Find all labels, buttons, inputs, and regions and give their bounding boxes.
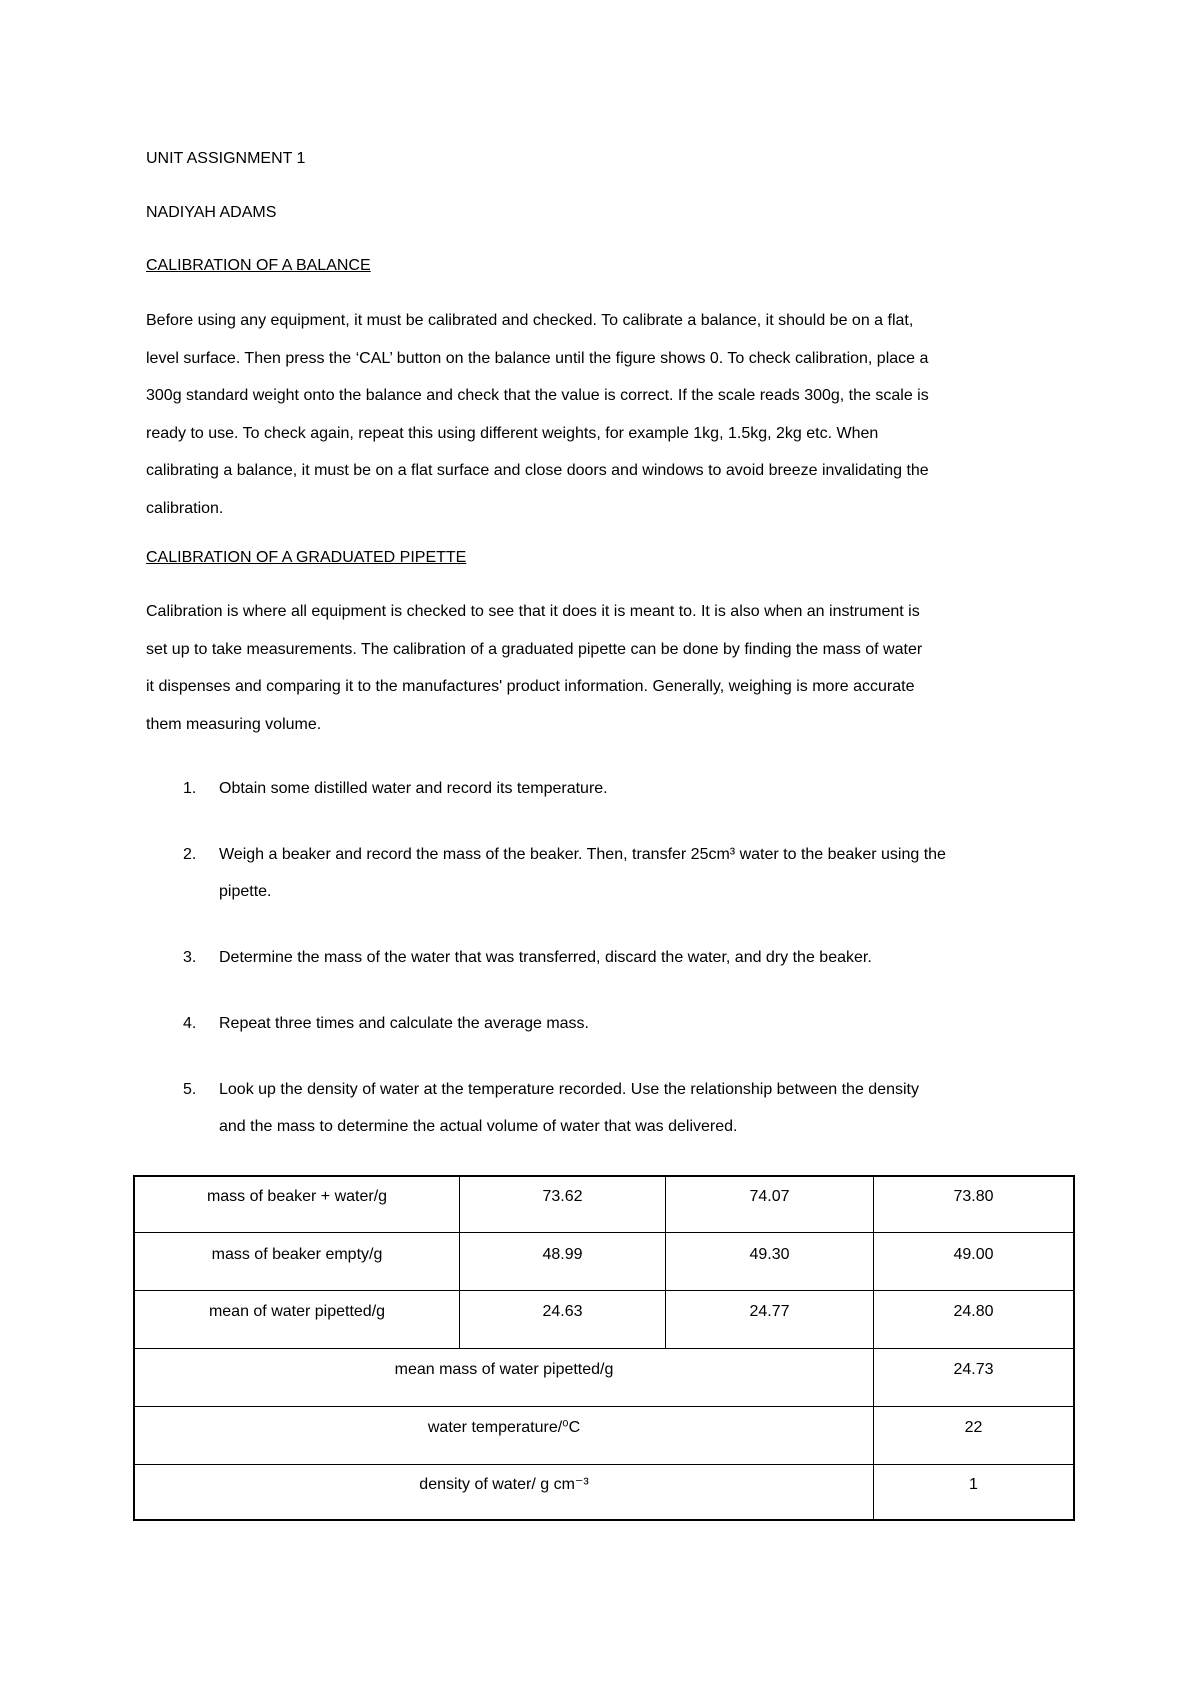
table-cell: 74.07 <box>749 1188 790 1205</box>
table-row-label: mass of beaker empty/g <box>211 1246 383 1263</box>
table-cell: 24.77 <box>749 1303 790 1320</box>
paragraph-balance <box>146 302 1066 527</box>
list-text: Obtain some distilled water and record its temperature. <box>219 780 608 797</box>
list-text: Look up the density of water at the temperature recorded. Use the relationship between the density <box>219 1081 919 1098</box>
list-item <box>146 1071 1076 1145</box>
paragraph-line: 300g standard weight onto the balance and check that the value is correct. If the scale reads 300g, the scale is <box>146 387 929 404</box>
table-border <box>133 1175 1075 1177</box>
summary-value: 22 <box>964 1419 983 1436</box>
paragraph-line: calibration. <box>146 499 224 517</box>
list-text: pipette. <box>219 883 272 900</box>
section-heading-pipette: CALIBRATION OF A GRADUATED PIPETTE <box>146 549 467 566</box>
table-cell: 73.62 <box>542 1188 583 1205</box>
summary-value: 1 <box>969 1476 978 1493</box>
table-border <box>1073 1175 1075 1521</box>
summary-label: water temperature/⁰C <box>427 1419 581 1436</box>
calibration-table <box>133 1175 1075 1521</box>
paragraph-line: calibrating a balance, it must be on a flat surface and close doors and windows to avoid breeze invalidating the <box>146 462 929 479</box>
table-border <box>133 1175 135 1521</box>
section-heading-balance: CALIBRATION OF A BALANCE <box>146 257 371 274</box>
list-item <box>146 770 1076 807</box>
table-border <box>133 1464 1075 1465</box>
table-border <box>133 1519 1075 1521</box>
list-number: 4. <box>183 1015 197 1032</box>
summary-label: density of water/ g cm⁻³ <box>419 1476 589 1493</box>
table-cell: 24.80 <box>953 1303 994 1320</box>
document-title: UNIT ASSIGNMENT 1 <box>146 150 306 167</box>
paragraph-line: Before using any equipment, it must be calibrated and checked. To calibrate a balance, it should be on a flat, <box>146 312 914 329</box>
table-cell: 49.30 <box>749 1246 790 1263</box>
table-border <box>133 1406 1075 1407</box>
paragraph-line: them measuring volume. <box>146 715 322 733</box>
paragraph-line: set up to take measurements. The calibration of a graduated pipette can be done by finding the mass of water <box>146 640 923 658</box>
list-number: 3. <box>183 949 197 966</box>
author-name: NADIYAH ADAMS <box>146 204 277 221</box>
summary-label: mean mass of water pipetted/g <box>394 1361 614 1378</box>
table-border <box>133 1348 1075 1349</box>
table-row-label: mean of water pipetted/g <box>208 1303 386 1320</box>
summary-value: 24.73 <box>953 1361 994 1378</box>
list-text: and the mass to determine the actual volume of water that was delivered. <box>219 1118 738 1135</box>
table-cell: 48.99 <box>542 1246 583 1263</box>
paragraph-line: Calibration is where all equipment is checked to see that it does it is meant to. It is also when an instrument is <box>146 603 920 620</box>
list-number: 1. <box>183 780 197 797</box>
paragraph-line: level surface. Then press the ‘CAL’ button on the balance until the figure shows 0. To check calibration, place a <box>146 349 929 367</box>
list-text: Repeat three times and calculate the average mass. <box>219 1015 589 1032</box>
list-number: 5. <box>183 1081 197 1098</box>
paragraph-line: ready to use. To check again, repeat this using different weights, for example 1kg, 1.5kg, 2kg etc. When <box>146 424 879 442</box>
list-item <box>146 939 1076 976</box>
list-item <box>146 1005 1076 1042</box>
table-cell: 24.63 <box>542 1303 583 1320</box>
table-cell: 49.00 <box>953 1246 994 1263</box>
table-cell: 73.80 <box>953 1188 994 1205</box>
list-text: Weigh a beaker and record the mass of the beaker. Then, transfer 25cm³ water to the beaker using the <box>219 846 946 863</box>
table-border <box>133 1232 1075 1233</box>
list-number: 2. <box>183 846 197 863</box>
table-border <box>133 1290 1075 1291</box>
paragraph-line: it dispenses and comparing it to the manufactures' product information. Generally, weighing is more accurate <box>146 678 915 695</box>
list-text: Determine the mass of the water that was transferred, discard the water, and dry the beaker. <box>219 949 872 966</box>
table-border <box>873 1175 874 1521</box>
paragraph-pipette <box>146 593 1066 743</box>
list-item <box>146 836 1076 910</box>
table-row-label: mass of beaker + water/g <box>206 1188 388 1205</box>
